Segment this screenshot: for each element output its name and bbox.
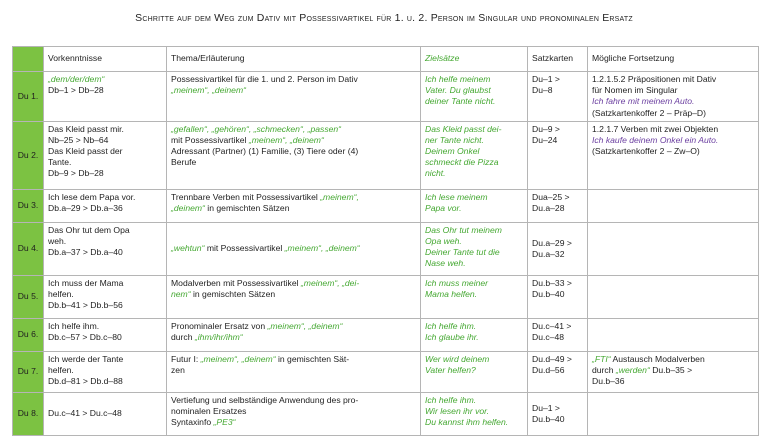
- sk-line: Du.b–40: [532, 288, 565, 299]
- thema-highlight: „meinem“,: [320, 191, 359, 202]
- ziel-line: Ich helfe ihm.: [425, 320, 477, 331]
- f-line: Du.b–36: [592, 376, 625, 387]
- sk-line: Du.d–56: [532, 364, 565, 375]
- ziel-line: ner Tante nicht.: [425, 134, 484, 145]
- sk-line: Du–1 >: [532, 402, 560, 413]
- ziel-line: Ich helfe meinem: [425, 74, 491, 84]
- header-vorkenntnisse: Vorkenntnisse: [44, 47, 167, 72]
- ziel-line: deiner Tante nicht.: [425, 96, 496, 107]
- thema-highlight: „wehtun“: [171, 243, 205, 254]
- vk-line: Db.a–37 > Db.a–40: [48, 247, 123, 258]
- overview-table: [12, 46, 759, 436]
- thema-line: [171, 332, 416, 343]
- thema-cell: [167, 275, 421, 318]
- ziel-line: Ich muss meiner: [425, 277, 489, 288]
- sk-line: Du–24: [532, 134, 558, 145]
- vk-line: „dem/der/dem“: [48, 74, 105, 84]
- header-zielsaetze: Zielsätze: [421, 47, 528, 72]
- fortsetzung-cell: [588, 222, 759, 275]
- thema-text: in gemischten Sät-: [275, 353, 350, 364]
- ziel-line: schmeckt die Pizza: [425, 157, 499, 168]
- row-label: Du 3.: [13, 189, 44, 222]
- thema-line: [171, 289, 416, 300]
- ziel-line: Wer wird deinem: [425, 353, 490, 364]
- thema-highlight: „meinem“, „deinem“: [267, 320, 343, 331]
- thema-highlight: „meinem“, „dei-: [300, 277, 360, 288]
- f-line: Ich fahre mit meinem Auto.: [592, 96, 695, 107]
- zielsaetze-cell: [421, 72, 528, 122]
- ziel-line: Opa weh.: [425, 235, 462, 246]
- satzkarten-cell: [528, 121, 588, 189]
- thema-text: Pronominaler Ersatz von: [171, 320, 268, 331]
- thema-line: Vertiefung und selbständige Anwendung des pro-: [171, 394, 359, 405]
- fortsetzung-cell: [588, 275, 759, 318]
- ziel-line: Mama helfen.: [425, 288, 478, 299]
- table-row: [13, 222, 759, 275]
- vorkenntnisse-cell: [44, 318, 167, 351]
- ziel-line: Du kannst ihm helfen.: [425, 417, 509, 428]
- fortsetzung-cell: [588, 121, 759, 189]
- ziel-line: Nase weh.: [425, 258, 466, 269]
- f-line: 1.2.1.5.2 Präpositionen mit Dativ: [592, 74, 717, 84]
- thema-cell: [167, 351, 421, 392]
- zielsaetze-cell: [421, 351, 528, 392]
- thema-text: mit Possessivartikel: [204, 243, 285, 254]
- ziel-line: Vater helfen?: [425, 364, 476, 375]
- thema-cell: [167, 222, 421, 275]
- thema-line: [171, 278, 416, 289]
- vk-line: Nb–25 > Nb–64: [48, 134, 109, 145]
- thema-highlight: „ihm/ihr/ihm“: [194, 331, 243, 342]
- vk-line: Db.b–41 > Db.b–56: [48, 300, 123, 311]
- fortsetzung-cell: [588, 189, 759, 222]
- sk-line: Du.a–29 >: [532, 237, 572, 248]
- zielsaetze-cell: [421, 318, 528, 351]
- f-text: durch: [592, 364, 616, 375]
- row-label: Du 6.: [13, 318, 44, 351]
- thema-text: Trennbare Verben mit Possessivartikel: [171, 191, 321, 202]
- thema-line: Possessivartikel für die 1. und 2. Person im Dativ: [171, 74, 358, 84]
- sk-line: Du.b–33 >: [532, 277, 572, 288]
- ziel-line: Deiner Tante tut die: [425, 247, 500, 258]
- vk-line: Du.c–41 > Du.c–48: [48, 408, 122, 419]
- thema-line: Berufe: [171, 157, 197, 168]
- vk-line: helfen.: [48, 364, 74, 375]
- f-line: [592, 365, 754, 376]
- thema-cell: [167, 392, 421, 435]
- thema-cell: [167, 189, 421, 222]
- thema-highlight: „meinem“, „deinem“: [248, 134, 324, 145]
- vk-line: Das Kleid passt mir.: [48, 123, 124, 134]
- thema-highlight: „PE3“: [213, 417, 236, 428]
- header-fortsetzung: Mögliche Fortsetzung: [588, 47, 759, 72]
- zielsaetze-cell: [421, 275, 528, 318]
- thema-cell: [167, 72, 421, 122]
- thema-text: Modalverben mit Possessivartikel: [171, 277, 301, 288]
- ziel-line: Ich glaube ihr.: [425, 331, 479, 342]
- header-satzkarten: Satzkarten: [528, 47, 588, 72]
- thema-line: „gefallen“, „gehören“, „schmecken“, „passen“: [171, 123, 342, 134]
- sk-line: Du–9 >: [532, 123, 560, 134]
- table-row: [13, 121, 759, 189]
- ziel-line: Deinem Onkel: [425, 146, 480, 157]
- table-row: [13, 72, 759, 122]
- thema-cell: [167, 121, 421, 189]
- ziel-line: Ich lese meinem: [425, 191, 488, 202]
- fortsetzung-cell: [588, 392, 759, 435]
- zielsaetze-cell: [421, 121, 528, 189]
- thema-line: [171, 192, 416, 203]
- thema-text: in gemischten Sätzen: [190, 288, 276, 299]
- ziel-line: Wir lesen ihr vor.: [425, 405, 490, 416]
- header-thema: Thema/Erläuterung: [167, 47, 421, 72]
- row-label: Du 5.: [13, 275, 44, 318]
- vorkenntnisse-cell: [44, 222, 167, 275]
- vk-line: weh.: [48, 235, 67, 246]
- fortsetzung-cell: [588, 72, 759, 122]
- vorkenntnisse-cell: [44, 275, 167, 318]
- ziel-line: Papa vor.: [425, 202, 462, 213]
- thema-line: [171, 243, 416, 254]
- fortsetzung-cell: [588, 351, 759, 392]
- vk-line: Ich werde der Tante: [48, 353, 124, 364]
- sk-line: Du.c–48: [532, 331, 565, 342]
- vk-line: Tante.: [48, 157, 72, 168]
- satzkarten-cell: [528, 392, 588, 435]
- sk-line: Du.a–32: [532, 248, 565, 259]
- thema-text: durch: [171, 331, 195, 342]
- table-row: [13, 189, 759, 222]
- vk-line: Ich muss der Mama: [48, 277, 124, 288]
- thema-line: zen: [171, 364, 185, 375]
- vorkenntnisse-cell: [44, 392, 167, 435]
- sk-line: Dua–25 >: [532, 191, 570, 202]
- satzkarten-cell: [528, 189, 588, 222]
- vk-line: Db–1 > Db–28: [48, 85, 104, 96]
- vk-line: Ich helfe ihm.: [48, 320, 100, 331]
- ziel-line: Das Ohr tut meinem: [425, 224, 502, 235]
- table-row: [13, 318, 759, 351]
- satzkarten-cell: [528, 351, 588, 392]
- vk-line: Db.a–29 > Db.a–36: [48, 202, 123, 213]
- zielsaetze-cell: [421, 222, 528, 275]
- f-line: (Satzkartenkoffer 2 – Präp–D): [592, 107, 707, 118]
- vk-line: helfen.: [48, 288, 74, 299]
- vk-line: Das Kleid passt der: [48, 146, 123, 157]
- zielsaetze-cell: [421, 189, 528, 222]
- thema-highlight: „meinem“, „deinem“: [284, 243, 360, 254]
- table-row: [13, 392, 759, 435]
- page-title: Schritte auf dem Weg zum Dativ mit Possessivartikel für 1. u. 2. Person im Singular und pronominalen Ersatz: [135, 12, 633, 24]
- sk-line: Du.a–28: [532, 202, 565, 213]
- row-label: Du 2.: [13, 121, 44, 189]
- f-highlight: „FTI“: [592, 353, 611, 364]
- thema-line: „meinem“, „deinem“: [171, 85, 246, 96]
- table-row: [13, 351, 759, 392]
- f-line: 1.2.1.7 Verben mit zwei Objekten: [592, 123, 719, 134]
- ziel-line: Vater. Du glaubst: [425, 85, 491, 96]
- vorkenntnisse-cell: [44, 351, 167, 392]
- vk-line: Db.d–81 > Db.d–88: [48, 376, 123, 387]
- f-line: [592, 354, 754, 365]
- sk-line: Du–1 >: [532, 74, 560, 84]
- vorkenntnisse-cell: [44, 189, 167, 222]
- ziel-line: Ich helfe ihm.: [425, 394, 477, 405]
- thema-line: [171, 321, 416, 332]
- sk-line: Du.d–49 >: [532, 353, 572, 364]
- thema-text: in gemischten Sätzen: [204, 202, 290, 213]
- f-highlight: „werden“: [615, 364, 650, 375]
- satzkarten-cell: [528, 275, 588, 318]
- thema-line: [171, 203, 416, 214]
- f-text: Du.b–35 >: [649, 364, 693, 375]
- row-label: Du 1.: [13, 72, 44, 122]
- zielsaetze-cell: [421, 392, 528, 435]
- thema-highlight: „meinem“, „deinem“: [200, 353, 276, 364]
- table-header-row: [13, 47, 759, 72]
- vk-line: Db.c–57 > Db.c–80: [48, 331, 122, 342]
- satzkarten-cell: [528, 222, 588, 275]
- row-label: Du 8.: [13, 392, 44, 435]
- vorkenntnisse-cell: [44, 121, 167, 189]
- satzkarten-cell: [528, 318, 588, 351]
- ziel-line: nicht.: [425, 168, 446, 179]
- thema-highlight: nem“: [171, 288, 191, 299]
- thema-line: [171, 354, 416, 365]
- thema-line: [171, 135, 416, 146]
- row-label: Du 7.: [13, 351, 44, 392]
- f-line: für Nomen im Singular: [592, 85, 678, 96]
- thema-line: Adressant (Partner) (1) Familie, (3) Tiere oder (4): [171, 146, 359, 157]
- thema-cell: [167, 318, 421, 351]
- thema-line: [171, 417, 416, 428]
- vorkenntnisse-cell: [44, 72, 167, 122]
- thema-text: Futur I:: [171, 353, 201, 364]
- sk-line: Du.b–40: [532, 413, 565, 424]
- table-row: [13, 275, 759, 318]
- fortsetzung-cell: [588, 318, 759, 351]
- vk-line: Db–9 > Db–28: [48, 168, 104, 179]
- vk-line: Ich lese dem Papa vor.: [48, 191, 136, 202]
- f-text: Austausch Modalverben: [610, 353, 705, 364]
- thema-text: Syntaxinfo: [171, 417, 214, 428]
- satzkarten-cell: [528, 72, 588, 122]
- sk-line: Du.c–41 >: [532, 320, 572, 331]
- thema-line: nominalen Ersatzes: [171, 405, 247, 416]
- row-label: Du 4.: [13, 222, 44, 275]
- sk-line: Du–8: [532, 85, 553, 96]
- thema-highlight: „deinem“: [171, 202, 205, 213]
- ziel-line: Das Kleid passt dei-: [425, 123, 502, 134]
- header-corner: [13, 47, 44, 72]
- f-line: Ich kaufe deinem Onkel ein Auto.: [592, 134, 719, 145]
- thema-text: mit Possessivartikel: [171, 134, 249, 145]
- f-line: (Satzkartenkoffer 2 – Zw–O): [592, 146, 700, 157]
- vk-line: Das Ohr tut dem Opa: [48, 224, 130, 235]
